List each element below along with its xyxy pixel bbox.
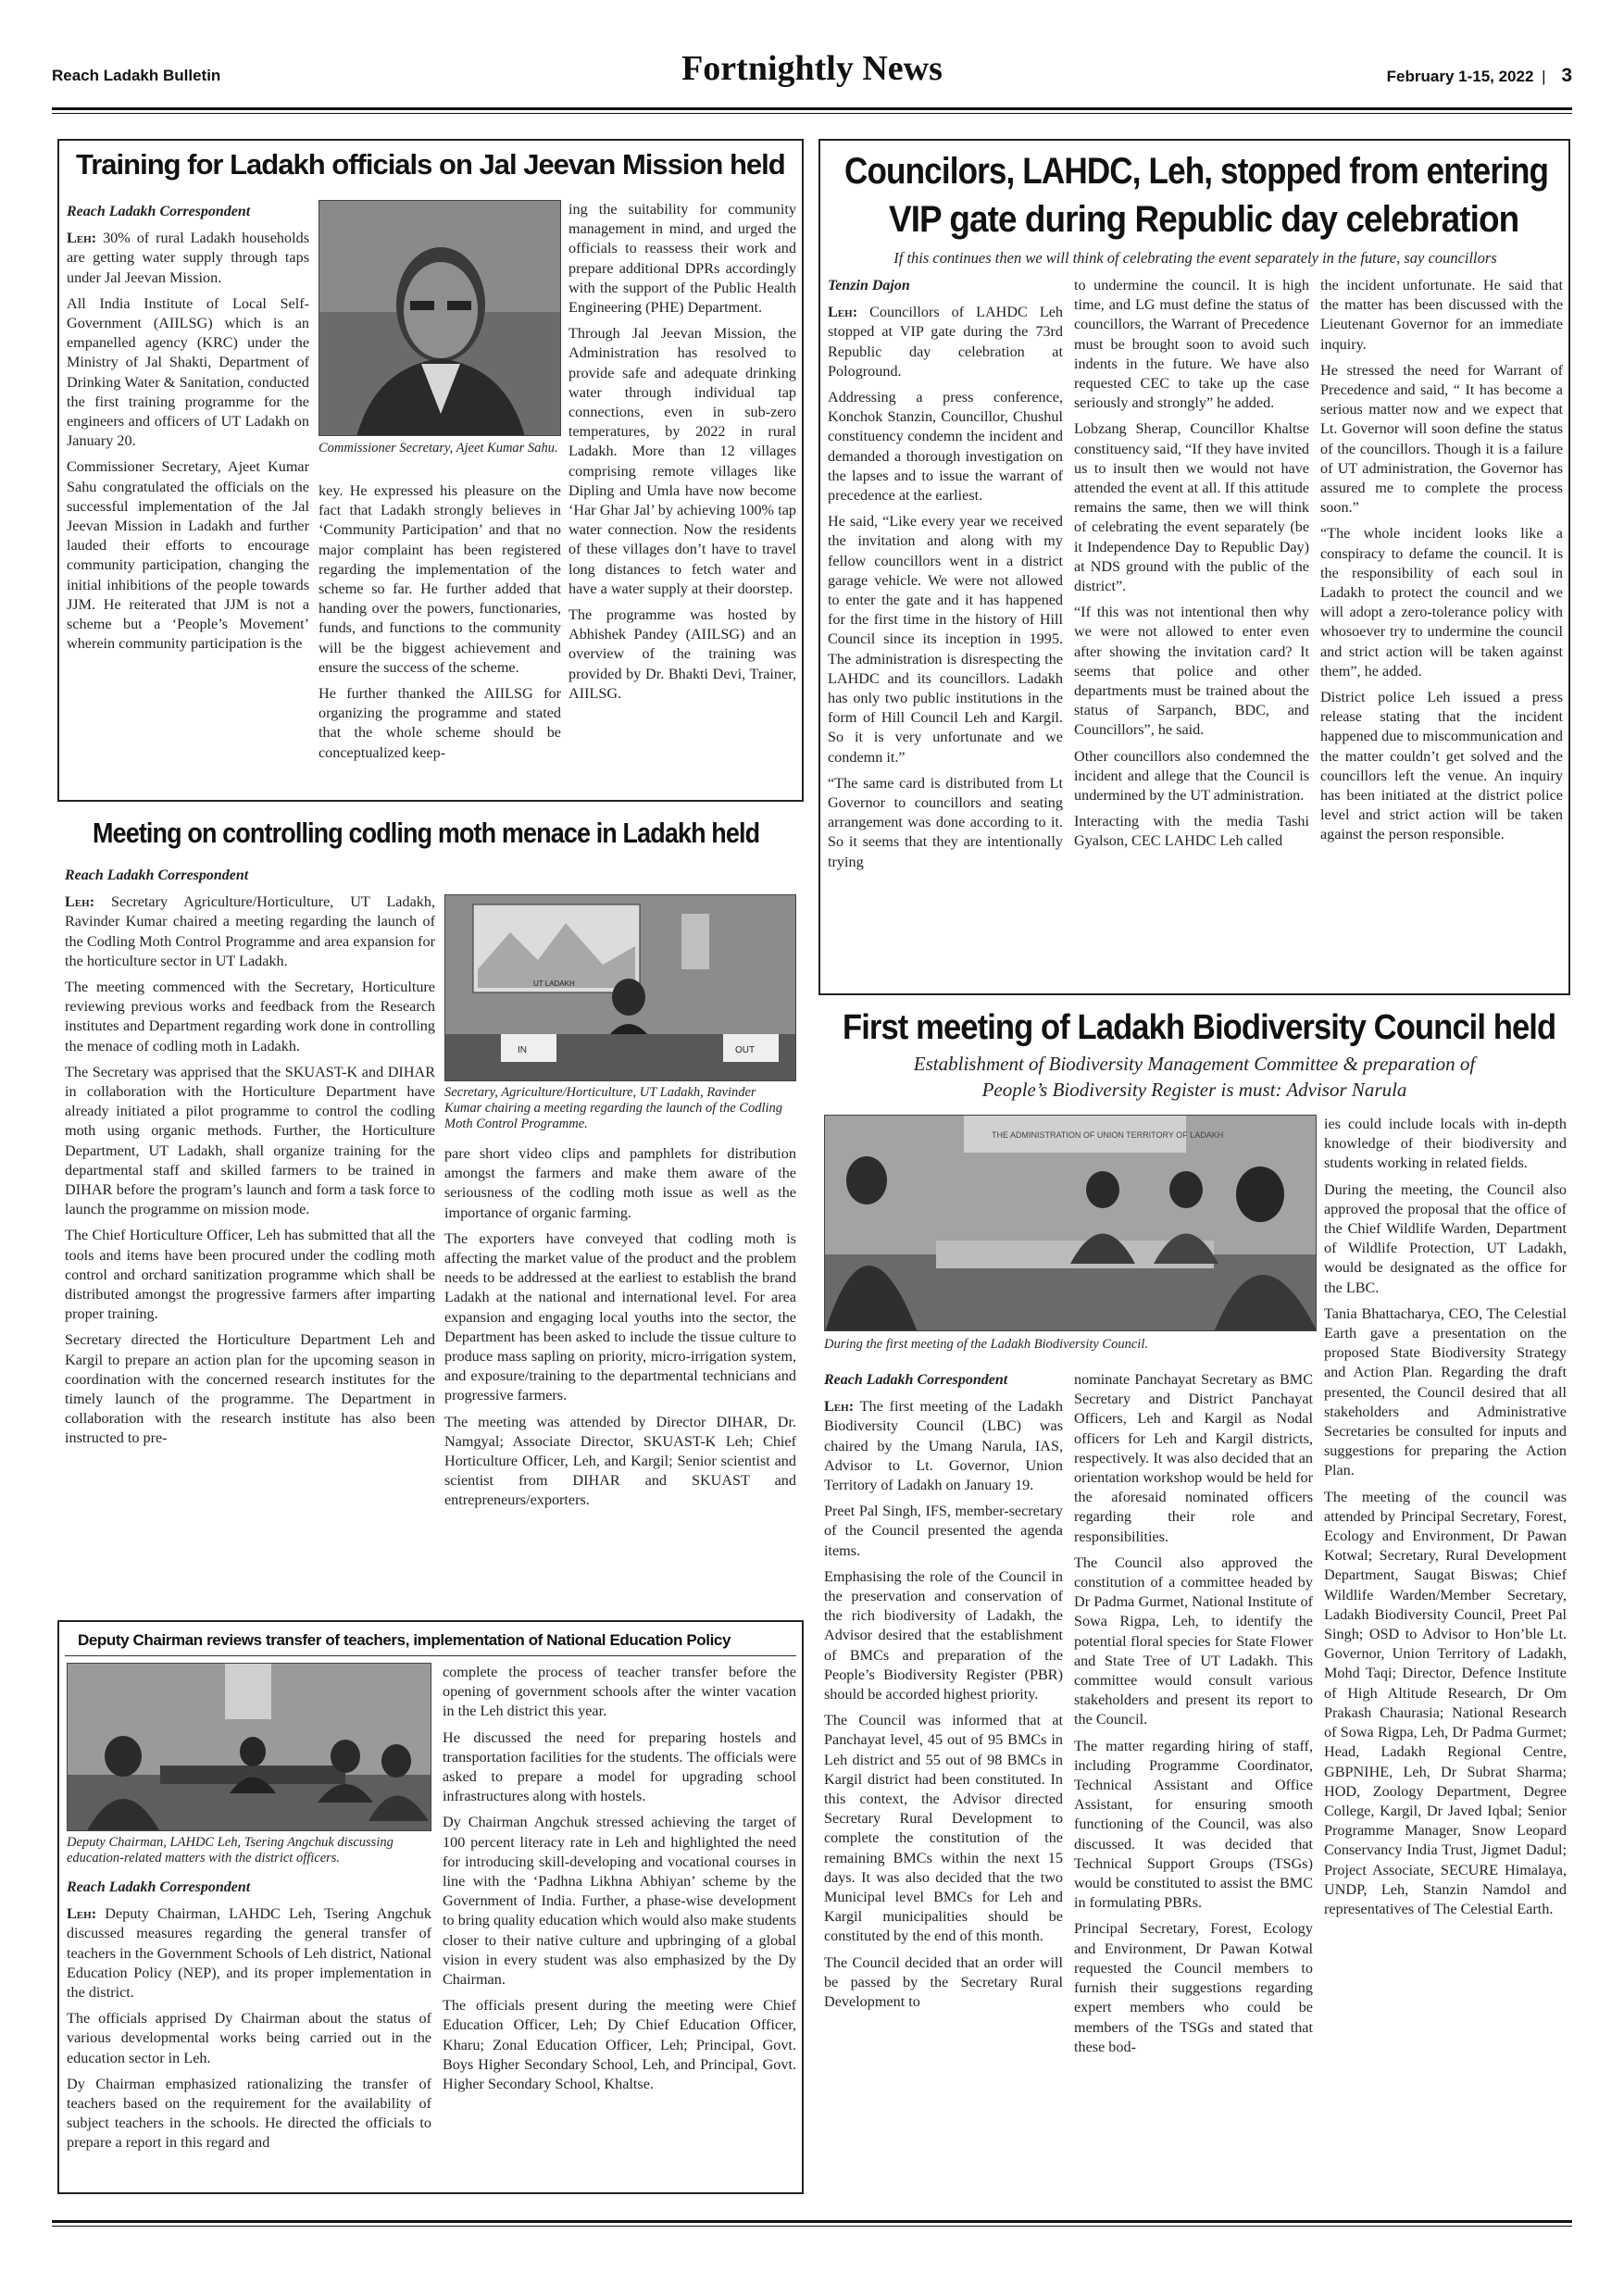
desk-out-label: OUT xyxy=(735,1045,756,1055)
story-jjm-col-2 xyxy=(319,481,561,796)
story-jjm-headline: Training for Ladakh officials on Jal Jeevan Mission held xyxy=(76,148,785,181)
story-councillors-para: to undermine the council. It is high time, and LG must define the status of councillors, the Warrant of Precedence must be brought soon to avoid such indents in the future. We have also requested CEC to take up the case seriously and strongly” he added. xyxy=(1074,277,1309,412)
photo-biodiversity-caption: During the first meeting of the Ladakh Biodiversity Council. xyxy=(824,1337,1148,1352)
story-councillors-para: “If this was not intentional then why we were not allowed to enter even after showing the invitation card? It seems that police and other departments must be trained about the status of Sarpanch, BDC, and Councillors”, he said. xyxy=(1074,604,1309,739)
story-jjm-para: ing the suitability for community management in mind, and urged the officials to reassess their work and prepare additional DPRs accordingly with the support of the Public Health Engineering (PHE) Department. xyxy=(568,201,796,317)
story-biodiversity-para: Preet Pal Singh, IFS, member-secretary of the Council presented the agenda items. xyxy=(824,1503,1063,1559)
publication-name: Reach Ladakh Bulletin xyxy=(52,67,221,84)
story-teachers-byline: Reach Ladakh Correspondent xyxy=(67,1879,251,1895)
story-codling-para: Secretary directed the Horticulture Department Leh and Kargil to prepare an action plan for the upcoming season in coordination with the concerned research institutes for the timely launch of the programme. The Department in collaboration with the research institute has also been instructed to pre- xyxy=(65,1331,435,1447)
story-jjm-byline: Reach Ladakh Correspondent xyxy=(67,204,251,219)
story-councillors-para: He stressed the need for Warrant of Precedence and said, “ It has become a serious matter now and we expect that Lt. Governor will soon define the status of the councillors. Though it is a failure of UT administration, the Governor has assured me to complete the process soon.” xyxy=(1320,361,1563,517)
story-councillors-para: District police Leh issued a press release stating that the incident happened due to miscommunication and the matter couldn’t get solved and the councillors left the venue. An inquiry has been initiated at the district police level and strict action will be taken against the person responsible. xyxy=(1320,689,1563,843)
story-teachers-para: complete the process of teacher transfer before the opening of government schools after the winter vacation in the Leh district this year. xyxy=(443,1664,796,1720)
story-councillors-col-2 xyxy=(1074,276,1309,989)
story-teachers-headline: Deputy Chairman reviews transfer of teachers, implementation of National Education Policy xyxy=(78,1631,731,1649)
story-biodiversity-byline: Reach Ladakh Correspondent xyxy=(824,1372,1008,1388)
story-codling-col-2 xyxy=(444,1144,796,1700)
story-jjm-para: Through Jal Jeevan Mission, the Administration has resolved to provide safe and adequate drinking water through individual tap connections, even in sub-zero temperatures, by 2022 in rural Ladakh. More than 12 villages comprising remote villages like Dipling and Umla have now become ‘Har Ghar Jal’ by achieving 100% tap water connection. Now the residents of these villages don’t have to travel long distances to fetch water and have a water supply at their doorstep. xyxy=(568,325,796,597)
story-biodiversity-para: Tania Bhattacharya, CEO, The Celestial Earth gave a presentation on the proposed State Biodiversity Strategy and Action Plan. Regarding the draft presented, the Council desired that all stakeholders and Administrative Secretaries be consulted for inputs and suggestions for preparing the Action Plan. xyxy=(1324,1304,1567,1479)
header-separator: | xyxy=(1542,68,1546,85)
story-teachers-col-1 xyxy=(67,1878,431,2188)
story-councillors-para: Addressing a press conference, Konchok Stanzin, Councillor, Chushul constituency condemn the incident and demanded a thorough investigation on the lapses and to issue the warrant of precedence at the earliest. xyxy=(828,389,1063,505)
photo-codling-meeting xyxy=(444,894,796,1081)
photo-deputy-chairman xyxy=(67,1663,431,1831)
story-biodiversity-col-3 xyxy=(1324,1115,1567,2189)
header-rule-thin xyxy=(52,113,1572,114)
story-biodiversity-para: nominate Panchayat Secretary as BMC Secretary and District Panchayat Officers, Leh and Kargil as Nodal officers for Leh and Kargil districts, respectively. It was also decided that an orientation workshop would be held for the aforesaid nominated officers regarding their role and responsibilities. xyxy=(1074,1371,1313,1545)
section-title: Fortnightly News xyxy=(681,49,943,88)
story-biodiversity-para: ies could include locals with in-depth knowledge of their biodiversity and students working in related fields. xyxy=(1324,1116,1567,1172)
story-councillors-col-1 xyxy=(828,276,1063,989)
dateline: Leh: xyxy=(824,1398,855,1416)
photo-biodiversity-meeting xyxy=(824,1115,1317,1331)
dateline: Leh: xyxy=(65,893,95,911)
story-biodiversity-deck-2: People’s Biodiversity Register is must: Advisor Narula xyxy=(981,1079,1407,1101)
story-teachers-col-2 xyxy=(443,1663,796,2188)
story-codling-col-1 xyxy=(65,866,435,1694)
story-biodiversity-para: The Council decided that an order will be passed by the Secretary Rural Development to xyxy=(824,1953,1063,2011)
story-teachers-para: Leh: Deputy Chairman, LAHDC Leh, Tsering Angchuk discussed measures regarding the general transfer of teachers in the Government Schools of Leh district, National Education Policy (NEP), and its proper implementation in the district. xyxy=(67,1905,431,2002)
story-jjm-para: Leh: 30% of rural Ladakh households are getting water supply through taps under Jal Jeevan Mission. xyxy=(67,230,309,286)
biodiversity-meeting-image xyxy=(825,1116,1317,1331)
portrait-image xyxy=(319,201,561,436)
story-councillors-para: the incident unfortunate. He said that the matter has been discussed with the Lieutenant Governor for an immediate inquiry. xyxy=(1320,277,1563,353)
story-teachers-para: Dy Chairman Angchuk stressed achieving the target of 100 percent literacy rate in Leh and highlighted the need for introducing skill-developing and vocational courses in line with the ‘Padhna Likhna Abhiyan’ scheme by the Government of India. Further, a phase-wise development to bring quality education which would also make students closer to their native culture and upbringing of a global vision in every student was also emphasized by the Dy Chairman. xyxy=(443,1814,796,1989)
story-councillors-para: Leh: Councillors of LAHDC Leh stopped at VIP gate during the 73rd Republic day celebration at Pologround. xyxy=(828,304,1063,380)
story-jjm-col-1 xyxy=(67,202,309,794)
dateline: Leh: xyxy=(67,230,97,247)
story-codling-para: The exporters have conveyed that codling moth is affecting the market value of the product and the problem needs to be addressed at the earliest to establish the brand Ladakh at the national and international level. For area expansion and engaging local youths into the sector, the Department has been asked to include the tissue culture to produce mass sapling on priority, micro-irrigation system, and exposure/training to the departmental technicians and progressive farmers. xyxy=(444,1229,796,1404)
story-jjm-col-3 xyxy=(568,200,796,796)
photo-codling-caption: Secretary, Agriculture/Horticulture, UT Ladakh, Ravinder Kumar chairing a meeting regarding the launch of the Codling Moth Control Programme. xyxy=(444,1085,783,1131)
story-codling-para: The meeting was attended by Director DIHAR, Dr. Namgyal; Associate Director, SKUAST-K Leh; Chief Horticulture Officer, Leh, and Kargil; Senior scientist and scientist from DIHAR and SKUAST and entrepreneurs/exporters. xyxy=(444,1413,796,1509)
story-biodiversity-col-2 xyxy=(1074,1370,1313,2190)
story-councillors-para: “The whole incident looks like a conspiracy to defame the council. It is the responsibility of each soul in Ladakh to protect the council and we will adopt a zero-tolerance policy with whosoever try to undermine the council and strict action will be taken against them”, he added. xyxy=(1320,525,1563,680)
page-number: 3 xyxy=(1561,65,1572,86)
story-councillors-deck: If this continues then we will think of celebrating the event separately in the future, say councillors xyxy=(893,249,1497,267)
photo-deputy-chairman-caption: Deputy Chairman, LAHDC Leh, Tsering Angchuk discussing education-related matters with the district officers. xyxy=(67,1835,394,1866)
story-biodiversity-para: Emphasising the role of the Council in the preservation and conservation of the rich biodiversity of Ladakh, the Advisor desired that the establishment of BMCs and preparation of the People’s Biodiversity Register (PBR) should be accorded highest priority. xyxy=(824,1567,1063,1703)
story-biodiversity-col-1 xyxy=(824,1370,1063,2190)
banner-text: THE ADMINISTRATION OF UNION TERRITORY OF LADAKH xyxy=(992,1130,1224,1140)
story-jjm-para: All India Institute of Local Self-Government (AIILSG) which is an empanelled agency (KRC) under the Ministry of Jal Shakti, Department of Drinking Water & Sanitation, conducted the first training programme for the engineers and officers of UT Ladakh on January 20. xyxy=(67,294,309,450)
story-codling-para: The Chief Horticulture Officer, Leh has submitted that all the tools and items have been procured under the codling moth control and orchard sanitization programme which shall be distributed amongst the progressive farmers after imparting proper training. xyxy=(65,1227,435,1323)
story-biodiversity-para: Leh: The first meeting of the Ladakh Biodiversity Council (LBC) was chaired by the Umang Narula, IAS, Advisor to Lt. Governor, Union Territory of Ladakh on January 19. xyxy=(824,1398,1063,1494)
story-jjm-para: He further thanked the AIILSG for organizing the programme and stated that the whole scheme should be conceptualized keep- xyxy=(319,685,561,761)
story-councillors-para: Lobzang Sherap, Councillor Khaltse constituency said, “If they have invited us to insult then we would not have attended the event at all. If this attitude remains the same, then we will think of celebrating the event separately (be it Independence Day to Republic Day) at NDS ground with the public of the district”. xyxy=(1074,420,1309,595)
story-biodiversity-para: The Council also approved the constitution of a committee headed by Dr Padma Gurmet, National Institute of Sowa Rigpa, Leh, to identify the potential floral species for State Flower and State Tree of UT Ladakh. This committee would consult various stakeholders and present its report to the Council. xyxy=(1074,1554,1313,1728)
issue-date: February 1-15, 2022 xyxy=(1386,68,1534,85)
story-biodiversity-para: The Council was informed that at Panchayat level, 45 out of 95 BMCs in Leh district and 55 out of 98 BMCs in Kargil district had been constituted. In this context, the Advisor directed Secretary Rural Development to complete the constitution of the remaining BMCs within the next 15 days. It was also decided that the two Municipal level BMCs for Leh and Kargil municipalities should be constituted by the end of this month. xyxy=(824,1712,1063,1945)
photo-commissioner-secretary xyxy=(319,200,561,436)
story-jjm-para: Commissioner Secretary, Ajeet Kumar Sahu congratulated the officials on the successful implementation of the Jal Jeevan Mission in Ladakh and further lauded their efforts to encourage community participation, changing the initial inhibitions of the people towards JJM. He reiterated that JJM is not a scheme but a ‘People’s Movement’ wherein community participation is the xyxy=(67,458,309,653)
page-header xyxy=(52,46,1572,102)
header-rule xyxy=(52,107,1572,110)
footer-rule-thin xyxy=(52,2226,1572,2227)
footer-rule xyxy=(52,2220,1572,2223)
story-councillors-para: Other councillors also condemned the incident and allege that the Council is undermined by the UT administration. xyxy=(1074,747,1309,805)
story-codling-para: The meeting commenced with the Secretary, Horticulture reviewing previous works and feedback from the Research institutes and Department regarding work done in controlling the menace of codling moth in Ladakh. xyxy=(65,979,435,1054)
story-codling-para: Leh: Secretary Agriculture/Horticulture, UT Ladakh, Ravinder Kumar chaired a meeting regarding the launch of the Codling Moth Control Programme and area expansion for the horticulture sector in UT Ladakh. xyxy=(65,893,435,969)
meeting-image xyxy=(445,895,796,1081)
story-biodiversity-para: Principal Secretary, Forest, Ecology and Environment, Dr Pawan Kotwal requested the Council members to furnish their suggestions regarding expert members who could be members of the TSGs and stated that these bod- xyxy=(1074,1920,1313,2055)
story-councillors-para: “The same card is distributed from Lt Governor to councillors and seating arrangement was done according to it. So it seems that they are intentionally trying xyxy=(828,774,1063,870)
story-teachers-para: The officials present during the meeting were Chief Education Officer, Leh; Dy Chief Education Officer, Kharu; Zonal Education Officer, Leh; Principal, Govt. Boys Higher Secondary School, Leh, and Principal, Govt. Higher Secondary School, Khaltse. xyxy=(443,1997,796,2093)
story-teachers-para: The officials apprised Dy Chairman about the status of various developmental works being carried out in the education sector in Leh. xyxy=(67,2010,431,2066)
deputy-chairman-image xyxy=(68,1664,431,1831)
story-jjm-para: The programme was hosted by Abhishek Pandey (AIILSG) and an overview of the training was provided by Dr. Bhakti Devi, Trainer, AIILSG. xyxy=(568,606,796,702)
story-councillors-byline: Tenzin Dajon xyxy=(828,278,910,293)
photo-commissioner-caption: Commissioner Secretary, Ajeet Kumar Sahu. xyxy=(319,441,558,455)
story-teachers-para: He discussed the need for preparing hostels and transportation facilities for the students. The officials were asked to prepare a model for upgrading school infrastructures along with hostels. xyxy=(443,1728,796,1805)
story-councillors-col-3 xyxy=(1320,276,1563,989)
screen-label: UT LADAKH xyxy=(533,980,575,988)
issue-date-block xyxy=(1387,65,1572,87)
story-biodiversity-para: During the meeting, the Council also approved the proposal that the office of the Chief Wildlife Warden, Department of Wildlife Protection, UT Ladakh, would be designated as the office for the LBC. xyxy=(1324,1180,1567,1296)
story-codling-para: The Secretary was apprised that the SKUAST-K and DIHAR in collaboration with the Horticulture Department have already initiated a pilot programme to control the codling moth using organic methods. Further, the Horticulture Department, UT Ladakh, shall organize training for the departmental staff and skilled farmers to be trained in DIHAR before the program’s launch and form a task force to launch the programme on mission mode. xyxy=(65,1063,435,1218)
story-jjm-para: key. He expressed his pleasure on the fact that Ladakh strongly believes in ‘Community Participation’ and that no major complaint has been registered regarding the implementation of the scheme so far. He further added that handing over the powers, functionaries, funds, and functions to the community will be the biggest achievement and ensure the success of the scheme. xyxy=(319,482,561,676)
desk-in-label: IN xyxy=(518,1045,527,1055)
story-biodiversity-para: The meeting of the council was attended by Principal Secretary, Forest, Ecology and Environment, Dr Pawan Kotwal; Secretary, Rural Development Department, Saugat Biswas; Chief Wildlife Warden/Member Secretary, Ladakh Biodiversity Council, Preet Pal Singh; OSD to Advisor to Hon’ble Lt. Governor, Union Territory of Ladakh, Mohd Taqi; Director, Defence Institute of High Altitude Research, Dr Om Prakash Chaurasia; National Research of Sowa Rigpa, Leh, Dr Padma Gurmet; Head, Ladakh Regional Centre, GBPNIHE, Leh, Dr Subrat Sharma; HOD, Zoology Department, Degree College, Kargil, Dr Javed Iqbal; Senior Programme Manager, Snow Leopard Conservancy India Trust, Jigmet Dadul; Project Associate, SECURE Himalaya, UNDP, Leh, Stanzin Namdol and representatives of The Celestial Earth. xyxy=(1324,1488,1567,1917)
story-codling-byline: Reach Ladakh Correspondent xyxy=(65,867,249,883)
story-teachers-para: Dy Chairman emphasized rationalizing the transfer of teachers based on the requirement for the availability of subject teachers in the schools. He directed the officials to prepare a report in this regard and xyxy=(67,2075,431,2152)
story-councillors-para: Interacting with the media Tashi Gyalson, CEC LAHDC Leh called xyxy=(1074,813,1309,850)
dateline: Leh: xyxy=(67,1905,97,1923)
story-councillors-headline-2: VIP gate during Republic day celebration xyxy=(889,199,1519,240)
story-councillors-para: He said, “Like every year we received the invitation and along with my fellow councillors went in a district garage vehicle. We were not allowed to enter the gate and it has happened for the first time in the history of Hill Council since its inception in 1995. The administration is disrespecting the LAHDC and its councillors. Ladakh has only two public institutions in the form of Hill Council Leh and Kargil. So it is very unfortunate and we condemn it.” xyxy=(828,513,1063,766)
story-councillors-headline-1: Councilors, LAHDC, Leh, stopped from entering xyxy=(844,151,1549,192)
teachers-head-rule xyxy=(65,1655,796,1656)
story-codling-headline: Meeting on controlling codling moth menace in Ladakh held xyxy=(93,817,760,849)
story-biodiversity-para: The matter regarding hiring of staff, including Programme Coordinator, Technical Assistant and Office Assistant, for ensuring smooth functioning of the Council, was also discussed. It was decided that Technical Support Groups (TSGs) would be constituted to assist the BMC in formulating PBRs. xyxy=(1074,1737,1313,1912)
dateline: Leh: xyxy=(828,304,858,321)
story-biodiversity-deck-1: Establishment of Biodiversity Management Committee & preparation of xyxy=(913,1053,1476,1075)
story-codling-para: pare short video clips and pamphlets for distribution amongst the farmers and make them aware of the seriousness of the codling moth issue as well as the importance of organic farming. xyxy=(444,1145,796,1221)
story-biodiversity-headline: First meeting of Ladakh Biodiversity Council held xyxy=(843,1008,1556,1047)
